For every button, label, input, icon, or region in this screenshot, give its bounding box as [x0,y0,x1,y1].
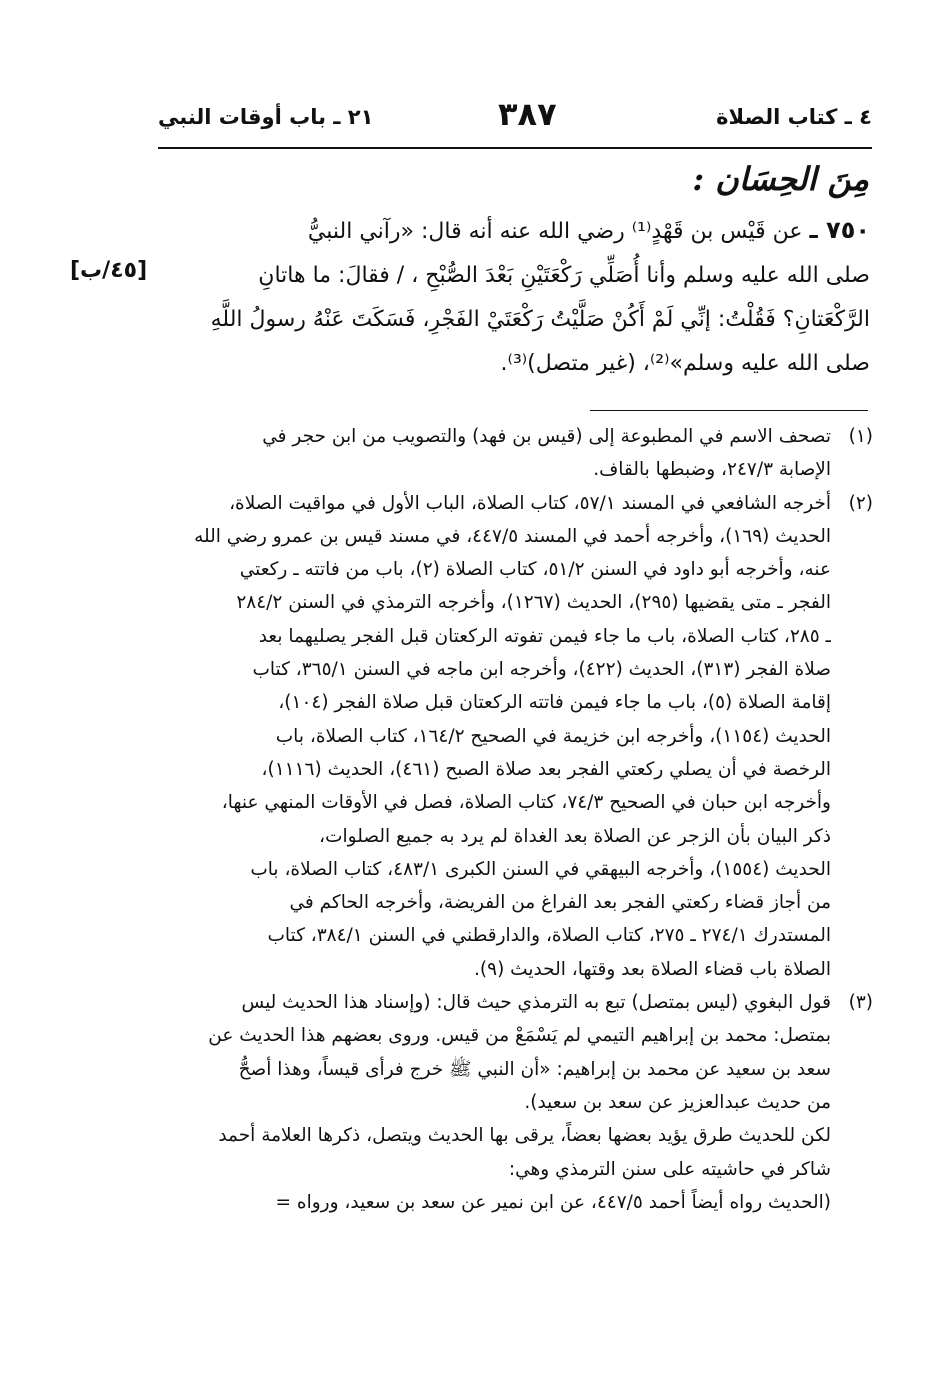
hadith-text [150,208,870,386]
hadith-line: ٧٥٠ ـ عن قَيْس بن قَهْدٍ⁽¹⁾ رضي الله عنه أنه قال: «رآني النبيُّ [307,216,870,244]
footnote [145,420,873,487]
footnote-line: من أجاز قضاء ركعتي الفجر بعد الفراغ من الفريضة، وأخرجه الحاكم في [289,892,831,914]
footnote-line: أخرجه الشافعي في المسند ٥٧/١، كتاب الصلاة، الباب الأول في مواقيت الصلاة، [229,492,831,514]
footnote-line: صلاة الفجر (٣١٣)، الحديث (٤٢٢)، وأخرجه ابن ماجه في السنن ٣٦٥/١، كتاب [252,659,831,681]
footnote-divider [590,410,868,411]
footnote-line: ـ ٢٨٥، كتاب الصلاة، باب ما جاء فيمن تفوته الركعتان قبل الفجر يصليهما بعد [258,625,831,647]
footnote-number: (٣) [848,992,873,1014]
footnote-line: الإصابة ٢٤٧/٣، وضبطها بالقاف. [593,459,831,481]
footnote-line: بمتصل: محمد بن إبراهيم التيمي لم يَسْمَعْ من قيس. وروى بعضهم هذا الحديث عن [208,1025,831,1047]
header-chapter-title: ٢١ ـ باب أوقات النبي [158,105,374,129]
hadith-line: صلى الله عليه وسلم وأنا أُصَلِّي رَكْعَتَيْنِ بَعْدَ الصُّبْحِ ، / فقالَ: ما هاتانِ [258,263,870,288]
footnote-line: سعد بن سعيد عن محمد بن إبراهيم: «أن النبي ﷺ خرج فرأى قيساً، وهذا أصحُّ [238,1058,831,1080]
footnote-line: شاكر في حاشيته على سنن الترمذي وهي: [508,1158,831,1180]
hadith-line: الرَّكْعَتانِ؟ فَقُلْتُ: إنِّي لَمْ أَكُنْ صَلَّيْتُ رَكْعَتَيْ الفَجْرِ، فَسَكَتَ عَنْهُ رسولُ اللَّهِ [210,307,870,332]
footnote-line: قول البغوي (ليس بمتصل) تبع به الترمذي حيث قال: (وإسناد هذا الحديث ليس [241,992,831,1014]
manuscript-page-reference: [٤٥/ب] [70,258,148,283]
footnote-continuation [145,1119,873,1219]
footnotes [145,420,873,1219]
footnote-line: ذكر البيان بأن الزجر عن الصلاة بعد الغداة لم يرد به جميع الصلوات، [319,825,831,847]
footnote-line: (الحديث رواه أيضاً أحمد ٤٤٧/٥، عن ابن نمير عن سعد بن سعيد، ورواه = [275,1191,831,1213]
footnote-line: الحديث (١٥٥٤)، وأخرجه البيهقي في السنن الكبرى ٤٨٣/١، كتاب الصلاة، باب [250,858,831,880]
footnote-line: إقامة الصلاة (٥)، باب ما جاء فيمن فاتته الركعتان قبل صلاة الفجر (١٠٤)، [278,692,831,714]
footnote-number: (١) [848,426,873,447]
footnote-line: الحديث (١١٥٤)، وأخرجه ابن خزيمة في الصحيح ١٦٤/٢، كتاب الصلاة، باب [275,725,831,747]
hadith-line: صلى الله عليه وسلم»⁽²⁾، (غير متصل)⁽³⁾. [500,351,870,376]
footnote-line: الصلاة باب قضاء الصلاة بعد وقتها، الحديث (٩). [474,958,831,980]
footnote-line: عنه، وأخرجه أبو داود في السنن ٥١/٢، كتاب الصلاة (٢)، باب من فاتته ـ ركعتي [239,559,831,581]
footnote-number: (٢) [848,492,873,514]
running-header [158,95,872,141]
footnote-line: الفجر ـ متى يقضيها (٢٩٥)، الحديث (١٢٦٧)، وأخرجه الترمذي في السنن ٢٨٤/٢ [236,592,831,614]
footnote-line: تصحف الاسم في المطبوعة إلى (قيس بن فهد) والتصويب من ابن حجر في [262,426,831,447]
footnote-line: وأخرجه ابن حبان في الصحيح ٧٤/٣، كتاب الصلاة، فصل في الأوقات المنهي عنها، [221,792,831,814]
page-number: ٣٨٧ [498,95,557,133]
footnote-line: المستدرك ٢٧٤/١ ـ ٢٧٥، كتاب الصلاة، والدارقطني في السنن ٣٨٤/١، كتاب [267,925,831,947]
footnote [145,487,873,986]
header-divider [158,147,872,149]
section-title: مِنَ الحِسَان : [692,160,869,198]
footnote-line: من حديث عبدالعزيز عن سعد بن سعيد). [524,1091,831,1113]
footnote-line: لكن للحديث طرق يؤيد بعضها بعضاً، يرقى بها الحديث ويتصل، ذكرها العلامة أحمد [218,1125,831,1147]
header-book-title: ٤ ـ كتاب الصلاة [716,105,872,129]
footnote-line: الحديث (١٦٩)، وأخرجه أحمد في المسند ٤٤٧/٥، في مسند قيس بن عمرو رضي الله [194,525,831,547]
footnote-line: الرخصة في أن يصلي ركعتي الفجر بعد صلاة الصبح (٤٦١)، الحديث (١١١٦)، [261,758,831,780]
hadith-number: ٧٥٠ ـ [809,216,870,244]
footnote [145,986,873,1119]
